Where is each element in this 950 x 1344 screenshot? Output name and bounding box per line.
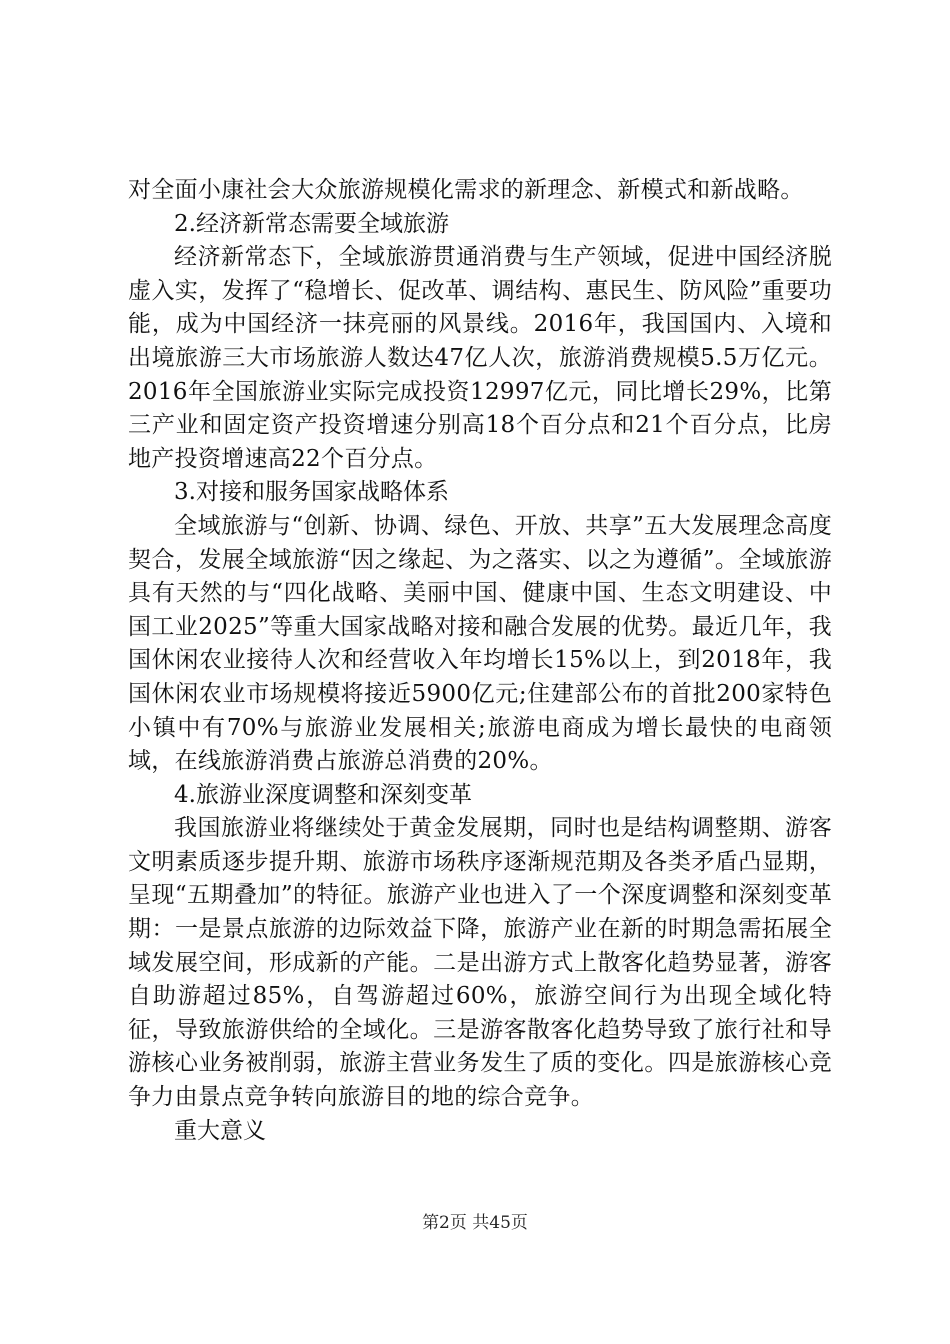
- section-heading-reform: 4.旅游业深度调整和深刻变革: [174, 781, 472, 808]
- page-footer: 第2页 共45页: [422, 1213, 528, 1233]
- paragraph-strategy: 全域旅游与“创新、协调、绿色、开放、共享”五大发展理念高度契合，发展全域旅游“因之缘起、为之落实、以之为遵循”。全域旅游具有天然的与“四化战略、美丽中国、健康中国、生态文明建设、中国工业2025”等重大国家战略对接和融合发展的优势。最近几年，我国休闲农业接待人次和经营收入年均增长15%以上，到2018年，我国休闲农业市场规模将接近5900亿元;住建部公布的首批200家特色小镇中有70%与旅游业发展相关;旅游电商成为增长最快的电商领域，在线旅游消费占旅游总消费的20%。: [128, 512, 832, 775]
- paragraph-economy: 经济新常态下，全域旅游贯通消费与生产领域，促进中国经济脱虚入实，发挥了“稳增长、促改革、调结构、惠民生、防风险”重要功能，成为中国经济一抹亮丽的风景线。2016年，我国国内、入境和出境旅游三大市场旅游人数达47亿人次，旅游消费规模5.5万亿元。2016年全国旅游业实际完成投资12997亿元，同比增长29%，比第三产业和固定资产投资增速分别高18个百分点和21个百分点，比房地产投资增速高22个百分点。: [128, 244, 832, 472]
- section-heading-significance: 重大意义: [174, 1117, 266, 1144]
- paragraph-reform: 我国旅游业将继续处于黄金发展期，同时也是结构调整期、游客文明素质逐步提升期、旅游市场秩序逐渐规范期及各类矛盾凸显期，呈现“五期叠加”的特征。旅游产业也进入了一个深度调整和深刻变革期：一是景点旅游的边际效益下降，旅游产业在新的时期急需拓展全域发展空间，形成新的产能。二是出游方式上散客化趋势显著，游客自助游超过85%，自驾游超过60%，旅游空间行为出现全域化特征，导致旅游供给的全域化。三是游客散客化趋势导致了旅行社和导游核心业务被削弱，旅游主营业务发生了质的变化。四是旅游核心竞争力由景点竞争转向旅游目的地的综合竞争。: [128, 815, 832, 1111]
- section-heading-economy: 2.经济新常态需要全域旅游: [174, 210, 449, 237]
- paragraph-continuation: 对全面小康社会大众旅游规模化需求的新理念、新模式和新战略。: [128, 177, 804, 203]
- section-heading-strategy: 3.对接和服务国家战略体系: [174, 479, 449, 506]
- document-body: [128, 174, 832, 1148]
